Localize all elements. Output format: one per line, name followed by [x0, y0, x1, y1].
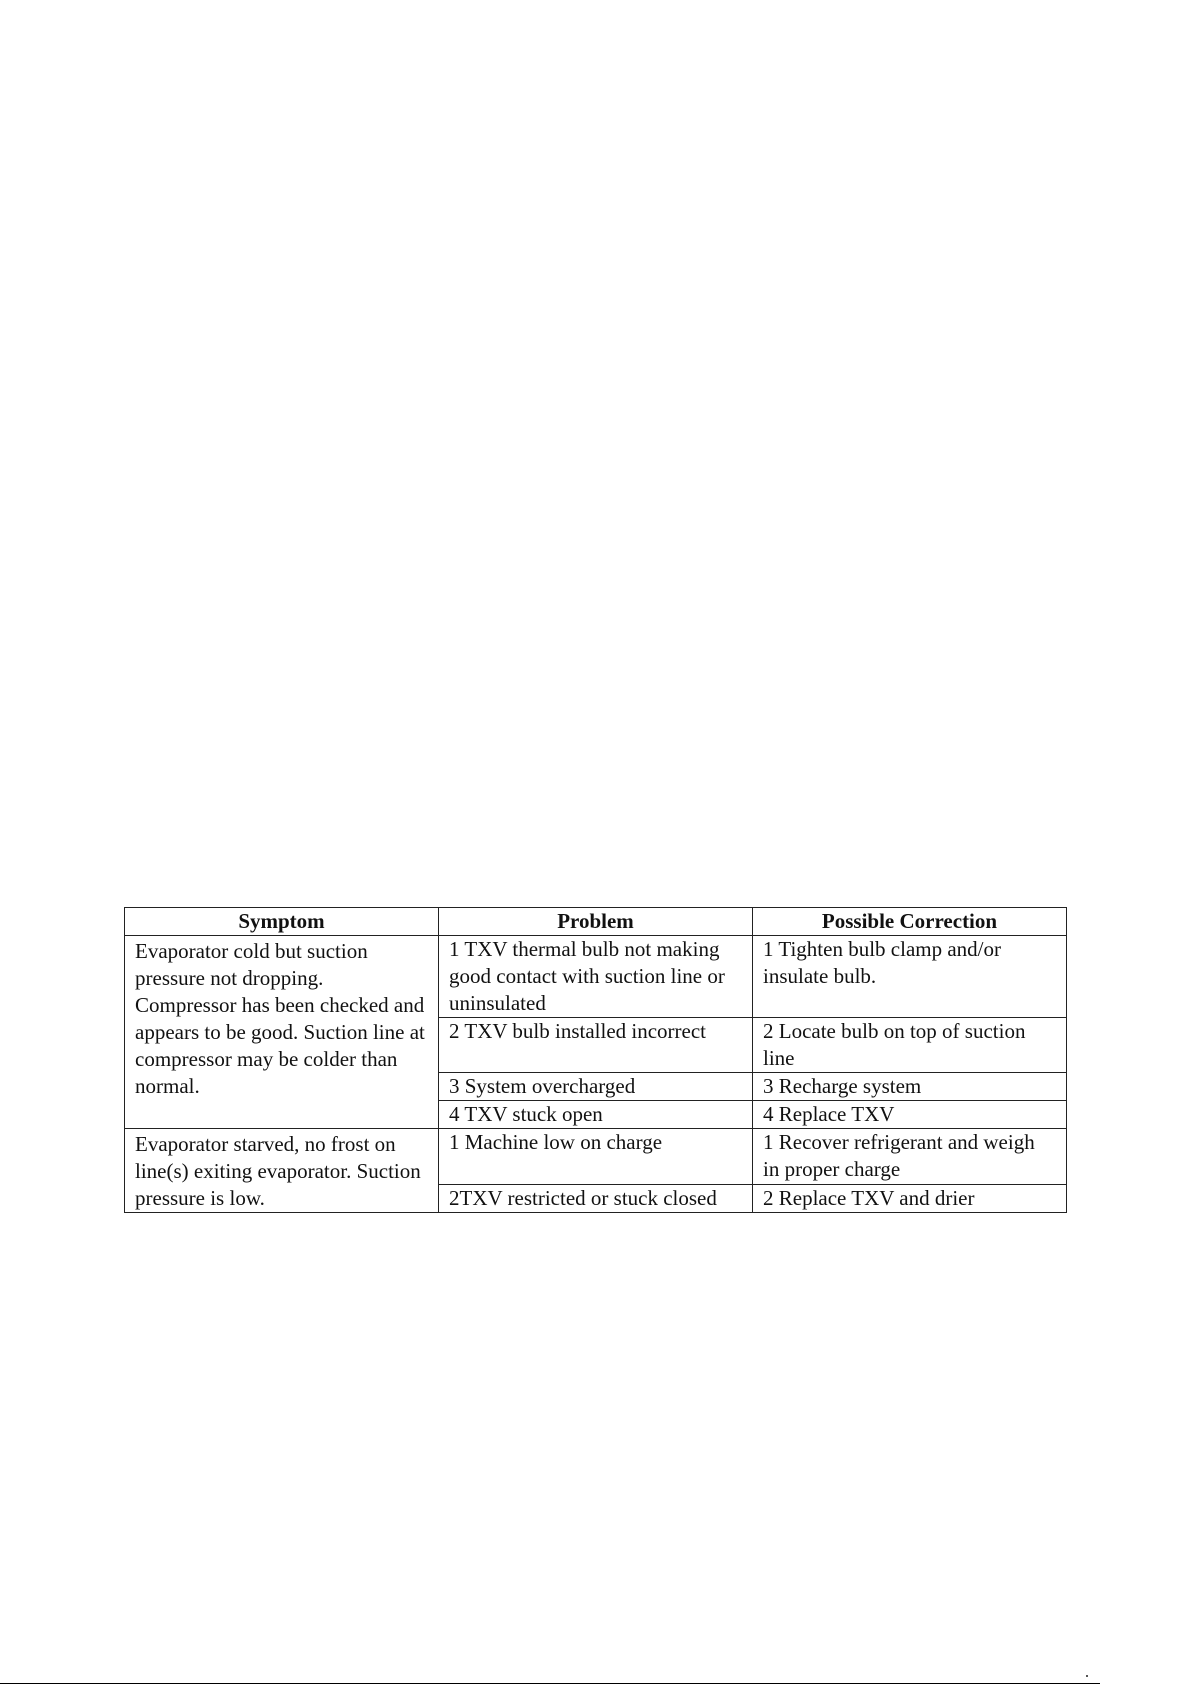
- troubleshooting-table: [124, 907, 1067, 1213]
- correction-cell: 1 Tighten bulb clamp and/or insulate bulb.: [753, 936, 1067, 1018]
- table-header-row: [125, 908, 1067, 936]
- problem-cell: 1 Machine low on charge: [439, 1129, 753, 1185]
- symptom-cell: Evaporator starved, no frost on line(s) exiting evaporator. Suction pressure is low.: [125, 1129, 439, 1213]
- problem-cell: 1 TXV thermal bulb not making good contact with suction line or uninsulated: [439, 936, 753, 1018]
- correction-cell: 2 Locate bulb on top of suction line: [753, 1018, 1067, 1073]
- correction-cell: 2 Replace TXV and drier: [753, 1185, 1067, 1213]
- table-row: [125, 1129, 1067, 1185]
- header-possible-correction: Possible Correction: [753, 908, 1067, 936]
- table-row: [125, 936, 1067, 1018]
- footer-mark: [1086, 1675, 1088, 1677]
- header-problem: Problem: [439, 908, 753, 936]
- symptom-cell: Evaporator cold but suction pressure not dropping. Compressor has been checked and appears to be good. Suction line at compressor may be colder than normal.: [125, 936, 439, 1129]
- footer-rule: [0, 1683, 1100, 1684]
- problem-cell: 3 System overcharged: [439, 1073, 753, 1101]
- problem-cell: 4 TXV stuck open: [439, 1101, 753, 1129]
- correction-cell: 1 Recover refrigerant and weigh in proper charge: [753, 1129, 1067, 1185]
- correction-cell: 4 Replace TXV: [753, 1101, 1067, 1129]
- correction-cell: 3 Recharge system: [753, 1073, 1067, 1101]
- problem-cell: 2 TXV bulb installed incorrect: [439, 1018, 753, 1073]
- header-symptom: Symptom: [125, 908, 439, 936]
- problem-cell: 2TXV restricted or stuck closed: [439, 1185, 753, 1213]
